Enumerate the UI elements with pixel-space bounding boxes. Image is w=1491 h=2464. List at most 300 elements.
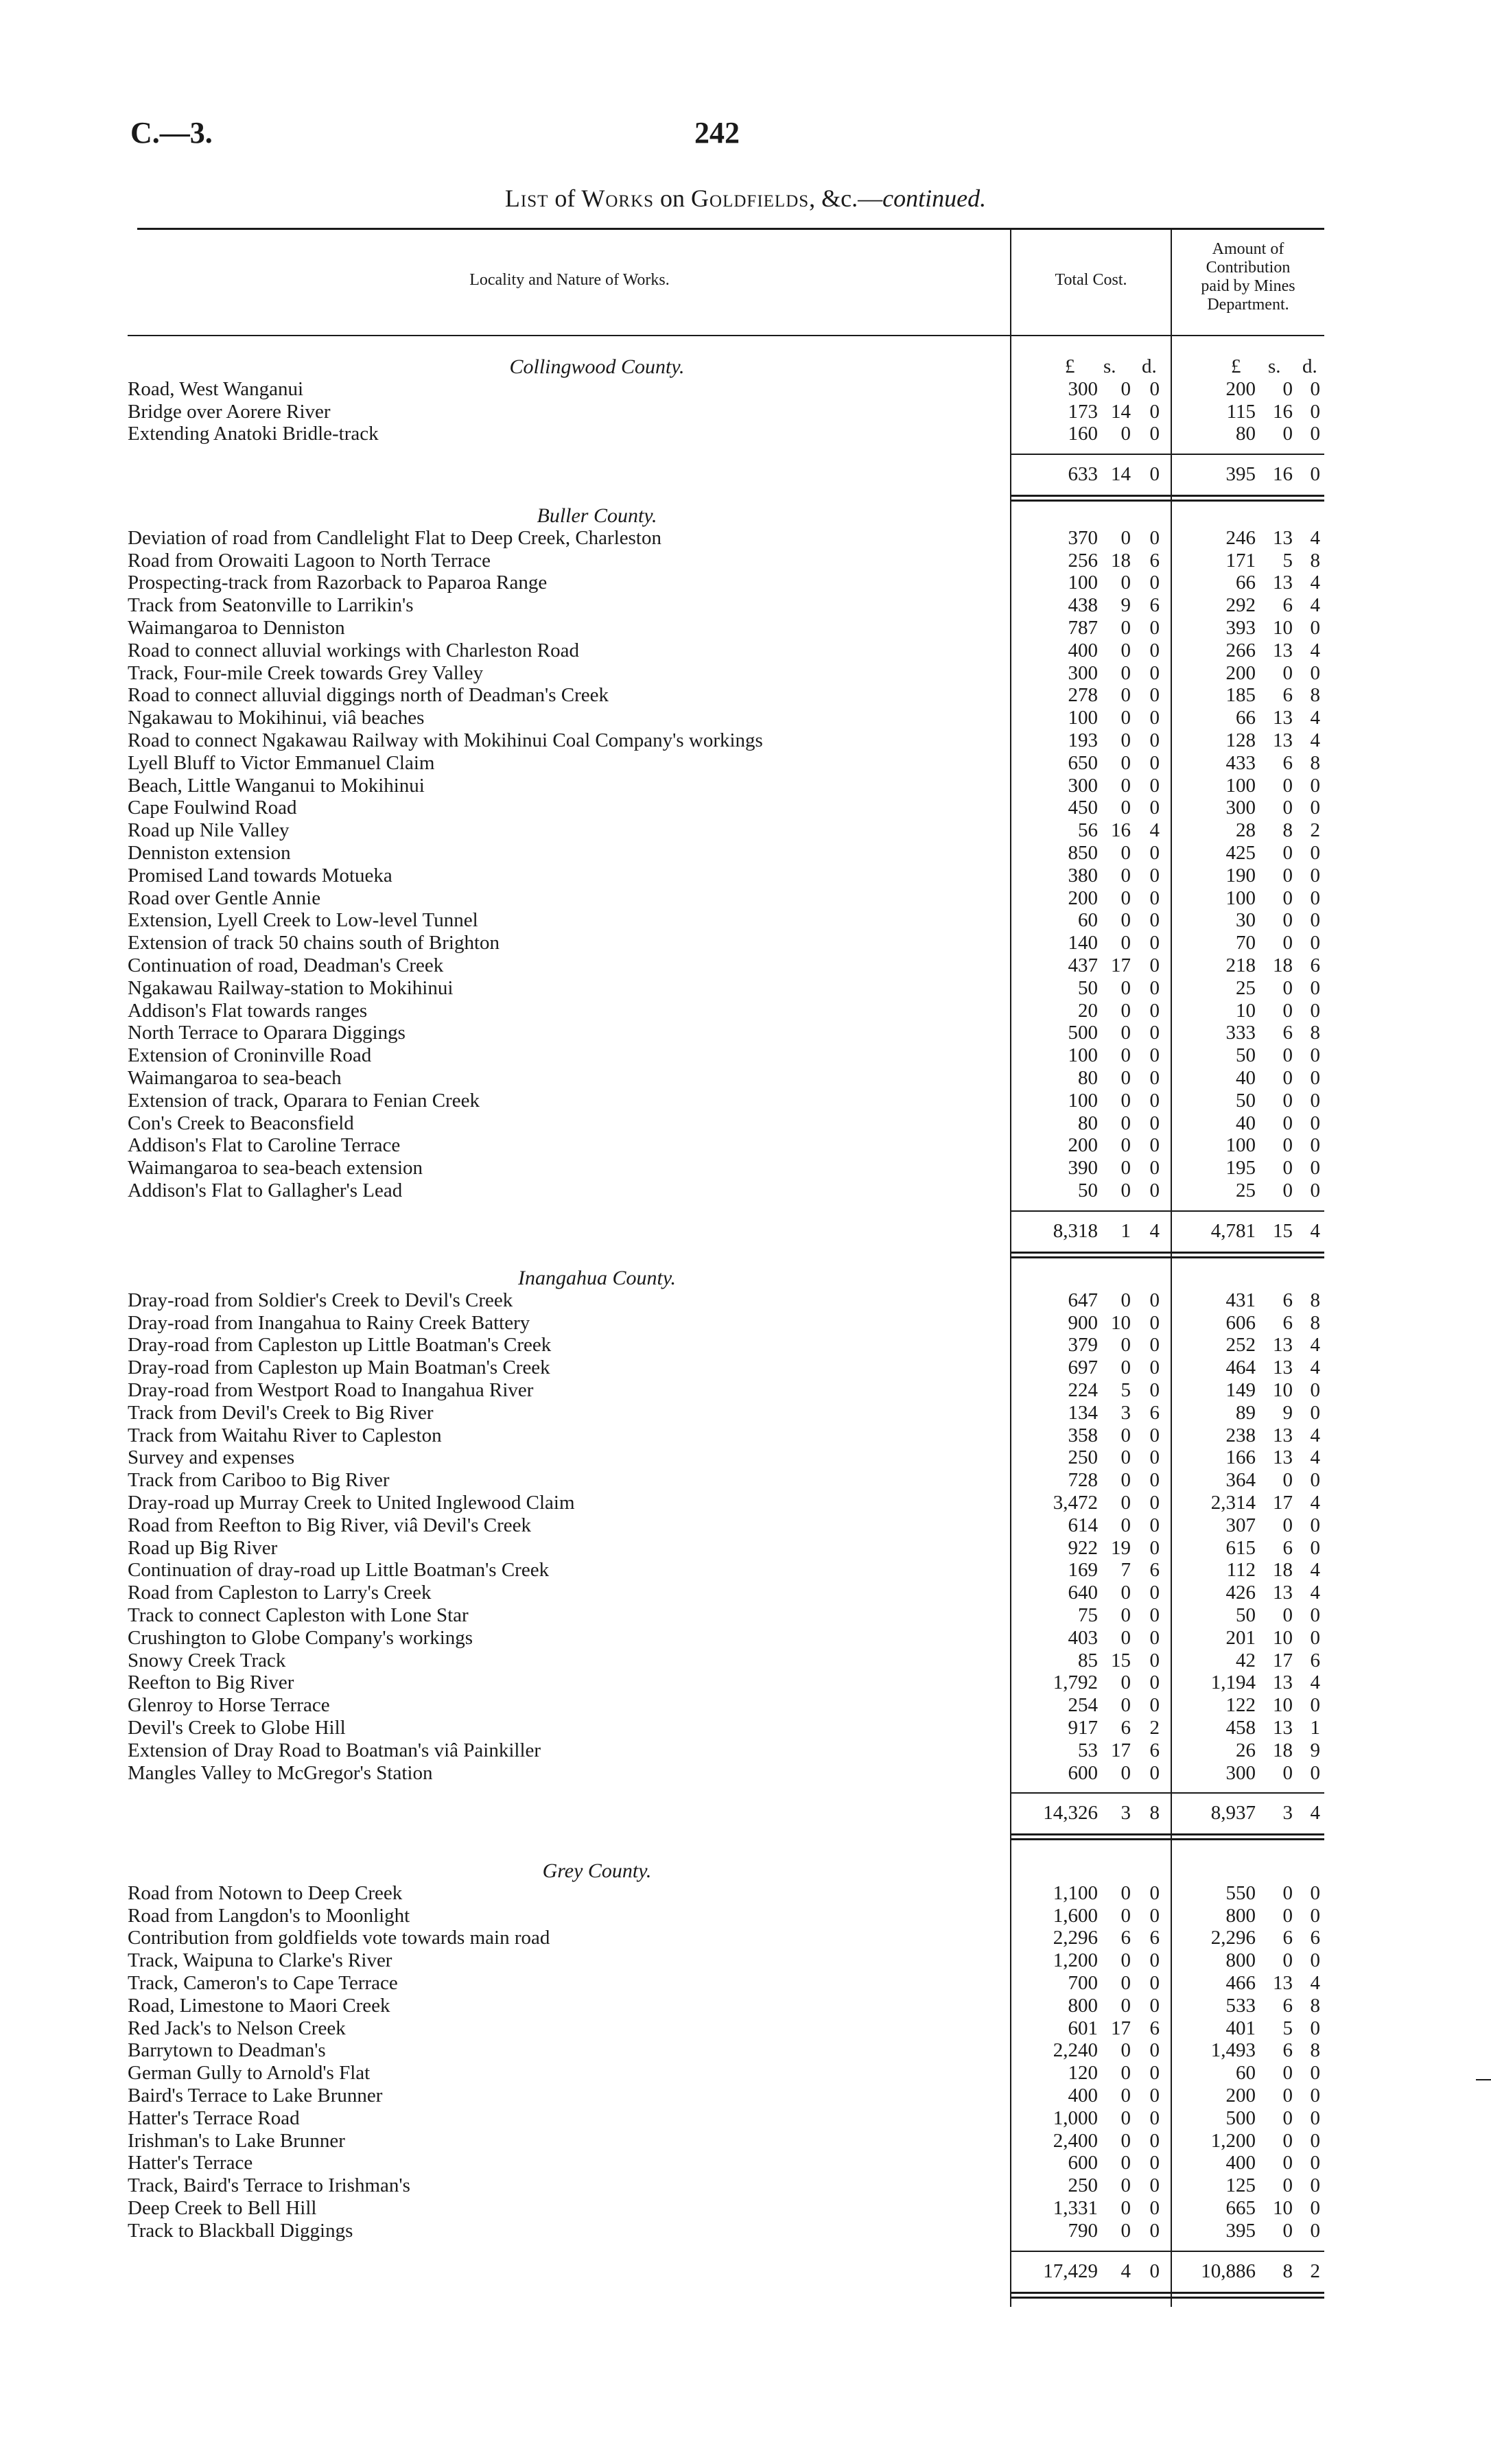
work-name: Track from Waitahu River to Capleston — [128, 1424, 442, 1446]
total-double-rule-contrib — [1172, 1838, 1324, 1840]
cost-pounds: 200 — [1068, 887, 1098, 909]
contribution-pence: 4 — [1310, 1334, 1320, 1356]
cost-pounds: 380 — [1068, 865, 1098, 887]
contribution-pence: 8 — [1310, 684, 1320, 706]
cost-pounds: 300 — [1068, 662, 1098, 684]
cost-pence: 0 — [1149, 527, 1160, 549]
cost-pounds: 75 — [1078, 1604, 1098, 1626]
work-name: Deep Creek to Bell Hill — [128, 2197, 317, 2219]
cost-pence: 0 — [1149, 1044, 1160, 1066]
cost-pence: 2 — [1149, 1717, 1160, 1739]
cost-pounds: 50 — [1078, 977, 1098, 999]
cost-pence: 0 — [1149, 684, 1160, 706]
cost-shillings: 0 — [1120, 775, 1131, 797]
cost-pounds: 173 — [1068, 401, 1098, 423]
contribution-pence: 0 — [1310, 1694, 1320, 1716]
work-name: Crushington to Globe Company's workings — [128, 1627, 473, 1649]
contribution-pounds: 300 — [1225, 1762, 1256, 1784]
total-cost-shillings: 14 — [1111, 463, 1131, 485]
cost-pence: 6 — [1149, 550, 1160, 572]
contribution-pounds: 40 — [1236, 1067, 1256, 1089]
cost-pence: 0 — [1149, 1357, 1160, 1378]
cost-pounds: 438 — [1068, 594, 1098, 616]
total-contribution-shillings: 16 — [1273, 463, 1293, 485]
contribution-pence: 0 — [1310, 1604, 1320, 1626]
work-name: Road from Notown to Deep Creek — [128, 1882, 403, 1904]
cost-pence: 0 — [1149, 1949, 1160, 1971]
cost-shillings: 0 — [1120, 1582, 1131, 1604]
contribution-pounds: 25 — [1236, 977, 1256, 999]
cost-pence: 6 — [1149, 2017, 1160, 2039]
work-name: Lyell Bluff to Victor Emmanuel Claim — [128, 752, 435, 774]
contribution-shillings: 0 — [1282, 2220, 1293, 2242]
cost-shillings: 0 — [1120, 1044, 1131, 1066]
contribution-pence: 4 — [1310, 1559, 1320, 1581]
contribution-pence: 8 — [1310, 2039, 1320, 2061]
contribution-pence: 9 — [1310, 1739, 1320, 1761]
cost-pence: 0 — [1149, 2130, 1160, 2152]
work-name: Extension of Croninville Road — [128, 1044, 372, 1066]
total-double-rule-contrib — [1172, 2297, 1324, 2299]
work-name: Red Jack's to Nelson Creek — [128, 2017, 346, 2039]
cost-pence: 0 — [1149, 1446, 1160, 1468]
contribution-pounds: 1,194 — [1210, 1671, 1256, 1693]
cost-pounds: 650 — [1068, 752, 1098, 774]
cost-pence: 0 — [1149, 1671, 1160, 1693]
cost-shillings: 0 — [1120, 1289, 1131, 1311]
cost-pounds: 1,792 — [1053, 1671, 1098, 1693]
contribution-pence: 0 — [1310, 1112, 1320, 1134]
cost-pounds: 60 — [1078, 909, 1098, 931]
unit-pence-cost: d. — [1142, 355, 1157, 377]
contribution-pounds: 28 — [1236, 819, 1256, 841]
contribution-shillings: 13 — [1273, 640, 1293, 661]
contribution-pounds: 393 — [1225, 617, 1256, 639]
work-name: Deviation of road from Candlelight Flat to Deep Creek, Charleston — [128, 527, 661, 549]
contribution-pounds: 66 — [1236, 707, 1256, 729]
cost-shillings: 0 — [1120, 1067, 1131, 1089]
cost-shillings: 7 — [1120, 1559, 1131, 1581]
work-name: Road from Reefton to Big River, viâ Devil's Creek — [128, 1514, 531, 1536]
contribution-pence: 0 — [1310, 2085, 1320, 2107]
cost-shillings: 0 — [1120, 1000, 1131, 1022]
section-title: Collingwood County. — [509, 355, 685, 378]
contribution-pounds: 252 — [1225, 1334, 1256, 1356]
contribution-pence: 0 — [1310, 1157, 1320, 1179]
work-name: Hatter's Terrace — [128, 2152, 253, 2174]
cost-pence: 0 — [1149, 1492, 1160, 1514]
contribution-pence: 4 — [1310, 1671, 1320, 1693]
contribution-pounds: 70 — [1236, 932, 1256, 954]
contribution-shillings: 13 — [1273, 1582, 1293, 1604]
contribution-pence: 0 — [1310, 617, 1320, 639]
total-contribution-pounds: 10,886 — [1201, 2260, 1256, 2282]
cost-pence: 0 — [1149, 401, 1160, 423]
contribution-shillings: 6 — [1282, 1537, 1293, 1559]
cost-pounds: 278 — [1068, 684, 1098, 706]
contribution-pounds: 292 — [1225, 594, 1256, 616]
cost-pence: 0 — [1149, 1582, 1160, 1604]
contribution-shillings: 6 — [1282, 1289, 1293, 1311]
title-mid1: of — [548, 185, 582, 212]
contribution-pounds: 238 — [1225, 1424, 1256, 1446]
work-name: Continuation of road, Deadman's Creek — [128, 954, 444, 976]
cost-pence: 0 — [1149, 1972, 1160, 1994]
work-name: Snowy Creek Track — [128, 1650, 286, 1671]
cost-pounds: 700 — [1068, 1972, 1098, 1994]
contribution-pounds: 195 — [1225, 1157, 1256, 1179]
contribution-pounds: 200 — [1225, 662, 1256, 684]
total-contribution-pounds: 4,781 — [1210, 1220, 1256, 1242]
total-double-rule-contrib — [1172, 1252, 1324, 1254]
cost-shillings: 0 — [1120, 1090, 1131, 1112]
work-name: Road from Langdon's to Moonlight — [128, 1905, 410, 1927]
total-double-rule-cost — [1011, 495, 1171, 497]
work-name: Baird's Terrace to Lake Brunner — [128, 2085, 383, 2107]
contribution-pounds: 433 — [1225, 752, 1256, 774]
cost-pence: 0 — [1149, 842, 1160, 864]
contribution-pence: 0 — [1310, 1402, 1320, 1424]
contribution-pence: 8 — [1310, 550, 1320, 572]
cost-pounds: 100 — [1068, 1044, 1098, 1066]
contribution-shillings: 0 — [1282, 909, 1293, 931]
cost-shillings: 0 — [1120, 2085, 1131, 2107]
contribution-pence: 4 — [1310, 729, 1320, 751]
contribution-shillings: 0 — [1282, 1514, 1293, 1536]
cost-pounds: 1,331 — [1053, 2197, 1098, 2219]
contribution-pounds: 25 — [1236, 1180, 1256, 1201]
contribution-pounds: 100 — [1225, 887, 1256, 909]
contribution-pounds: 112 — [1226, 1559, 1256, 1581]
contribution-pence: 0 — [1310, 1134, 1320, 1156]
contribution-pounds: 606 — [1225, 1312, 1256, 1334]
contribution-pence: 0 — [1310, 1044, 1320, 1066]
contribution-shillings: 10 — [1273, 2197, 1293, 2219]
cost-shillings: 0 — [1120, 1492, 1131, 1514]
cost-pence: 0 — [1149, 1627, 1160, 1649]
contribution-pence: 4 — [1310, 572, 1320, 594]
contribution-header-line2: Contribution — [1206, 259, 1291, 277]
total-contribution-pence: 2 — [1310, 2260, 1320, 2282]
contribution-pounds: 615 — [1225, 1537, 1256, 1559]
contribution-shillings: 6 — [1282, 2039, 1293, 2061]
cost-pence: 0 — [1149, 1694, 1160, 1716]
contribution-pounds: 60 — [1236, 2062, 1256, 2084]
work-name: Road to connect alluvial diggings north of Deadman's Creek — [128, 684, 609, 706]
contribution-shillings: 0 — [1282, 1090, 1293, 1112]
cost-shillings: 0 — [1120, 2130, 1131, 2152]
contribution-pence: 6 — [1310, 1650, 1320, 1671]
contribution-shillings: 0 — [1282, 1157, 1293, 1179]
cost-shillings: 16 — [1111, 819, 1131, 841]
total-double-rule-cost — [1011, 1838, 1171, 1840]
work-name: Irishman's to Lake Brunner — [128, 2130, 345, 2152]
unit-shillings-cost: s. — [1103, 355, 1116, 377]
cost-shillings: 0 — [1120, 2197, 1131, 2219]
cost-pence: 0 — [1149, 1995, 1160, 2017]
work-name: Dray-road up Murray Creek to United Inglewood Claim — [128, 1492, 575, 1514]
cost-pence: 0 — [1149, 707, 1160, 729]
contribution-shillings: 0 — [1282, 775, 1293, 797]
total-cost-pounds: 14,326 — [1043, 1802, 1098, 1824]
cost-shillings: 9 — [1120, 594, 1131, 616]
cost-pounds: 450 — [1068, 797, 1098, 819]
total-contribution-pounds: 8,937 — [1210, 1802, 1256, 1824]
contribution-pounds: 50 — [1236, 1090, 1256, 1112]
contribution-pounds: 125 — [1225, 2174, 1256, 2196]
contribution-pounds: 458 — [1225, 1717, 1256, 1739]
contribution-pence: 0 — [1310, 662, 1320, 684]
work-name: Road to connect Ngakawau Railway with Mokihinui Coal Company's workings — [128, 729, 763, 751]
contribution-pounds: 26 — [1236, 1739, 1256, 1761]
contribution-shillings: 0 — [1282, 1905, 1293, 1927]
contribution-pounds: 550 — [1225, 1882, 1256, 1904]
cost-pounds: 80 — [1078, 1067, 1098, 1089]
contribution-pence: 0 — [1310, 1762, 1320, 1784]
contribution-pence: 0 — [1310, 1627, 1320, 1649]
total-cost-pence: 0 — [1149, 2260, 1160, 2282]
cost-pounds: 437 — [1068, 954, 1098, 976]
contribution-shillings: 0 — [1282, 1949, 1293, 1971]
cost-pounds: 300 — [1068, 378, 1098, 400]
cost-shillings: 0 — [1120, 797, 1131, 819]
subtotal-rule-contrib — [1172, 2251, 1324, 2252]
cost-pounds: 1,000 — [1053, 2107, 1098, 2129]
contribution-pence: 0 — [1310, 1882, 1320, 1904]
work-name: Glenroy to Horse Terrace — [128, 1694, 330, 1716]
cost-pence: 4 — [1149, 819, 1160, 841]
cost-pounds: 85 — [1078, 1650, 1098, 1671]
contribution-shillings: 0 — [1282, 797, 1293, 819]
cost-pounds: 728 — [1068, 1469, 1098, 1491]
section-title: Grey County. — [542, 1859, 652, 1882]
contribution-shillings: 10 — [1273, 1627, 1293, 1649]
contribution-pence: 4 — [1310, 1492, 1320, 1514]
cost-pounds: 100 — [1068, 1090, 1098, 1112]
cost-pence: 0 — [1149, 572, 1160, 594]
cost-pounds: 200 — [1068, 1134, 1098, 1156]
title-prefix: List — [504, 185, 549, 212]
contribution-shillings: 17 — [1273, 1650, 1293, 1671]
work-name: Road, West Wanganui — [128, 378, 304, 400]
work-name: Track from Seatonville to Larrikin's — [128, 594, 414, 616]
cost-shillings: 0 — [1120, 842, 1131, 864]
contribution-shillings: 0 — [1282, 1000, 1293, 1022]
contribution-pence: 4 — [1310, 527, 1320, 549]
work-name: Dray-road from Inangahua to Rainy Creek Battery — [128, 1312, 530, 1334]
cost-pence: 0 — [1149, 1424, 1160, 1446]
contribution-pounds: 800 — [1225, 1949, 1256, 1971]
title-continued: continued. — [882, 185, 987, 212]
contribution-shillings: 0 — [1282, 1134, 1293, 1156]
contribution-shillings: 13 — [1273, 1446, 1293, 1468]
cost-shillings: 0 — [1120, 1334, 1131, 1356]
cost-pounds: 403 — [1068, 1627, 1098, 1649]
contribution-pence: 0 — [1310, 865, 1320, 887]
contribution-pence: 0 — [1310, 842, 1320, 864]
cost-pence: 0 — [1149, 1090, 1160, 1112]
cost-shillings: 17 — [1111, 1739, 1131, 1761]
contribution-header-line1: Amount of — [1212, 240, 1284, 258]
cost-pence: 0 — [1149, 617, 1160, 639]
cost-pence: 0 — [1149, 797, 1160, 819]
contribution-shillings: 6 — [1282, 1995, 1293, 2017]
contribution-shillings: 0 — [1282, 2130, 1293, 2152]
work-name: Devil's Creek to Globe Hill — [128, 1717, 346, 1739]
contribution-pence: 0 — [1310, 1537, 1320, 1559]
cost-shillings: 0 — [1120, 1357, 1131, 1378]
cost-pounds: 358 — [1068, 1424, 1098, 1446]
cost-pence: 0 — [1149, 378, 1160, 400]
work-name: Track from Devil's Creek to Big River — [128, 1402, 434, 1424]
cost-pence: 0 — [1149, 1312, 1160, 1334]
cost-shillings: 0 — [1120, 2062, 1131, 2084]
total-cost-pounds: 633 — [1068, 463, 1098, 485]
total-contribution-pence: 0 — [1310, 463, 1320, 485]
contribution-shillings: 0 — [1282, 1469, 1293, 1491]
contribution-pence: 0 — [1310, 1067, 1320, 1089]
contribution-header — [1172, 240, 1324, 314]
cost-pence: 0 — [1149, 2107, 1160, 2129]
work-name: Waimangaroa to sea-beach extension — [128, 1157, 423, 1179]
contribution-pounds: 201 — [1225, 1627, 1256, 1649]
page-title — [0, 184, 1491, 213]
contribution-shillings: 13 — [1273, 572, 1293, 594]
work-name: Dray-road from Capleston up Little Boatman's Creek — [128, 1334, 552, 1356]
cost-pence: 0 — [1149, 1180, 1160, 1201]
contribution-pounds: 665 — [1225, 2197, 1256, 2219]
contribution-pounds: 500 — [1225, 2107, 1256, 2129]
cost-shillings: 15 — [1111, 1650, 1131, 1671]
total-double-rule-contrib — [1172, 2292, 1324, 2294]
unit-shillings-contrib: s. — [1268, 355, 1281, 377]
cost-pence: 0 — [1149, 954, 1160, 976]
contribution-shillings: 0 — [1282, 977, 1293, 999]
cost-pounds: 1,100 — [1053, 1882, 1098, 1904]
contribution-pounds: 80 — [1236, 423, 1256, 445]
cost-pounds: 2,400 — [1053, 2130, 1098, 2152]
cost-shillings: 18 — [1111, 550, 1131, 572]
cost-pence: 0 — [1149, 752, 1160, 774]
contribution-pounds: 30 — [1236, 909, 1256, 931]
cost-pence: 0 — [1149, 775, 1160, 797]
cost-shillings: 0 — [1120, 729, 1131, 751]
total-double-rule-contrib — [1172, 1256, 1324, 1258]
contribution-pounds: 1,493 — [1210, 2039, 1256, 2061]
contribution-pounds: 40 — [1236, 1112, 1256, 1134]
cost-pence: 0 — [1149, 977, 1160, 999]
contribution-pounds: 300 — [1225, 797, 1256, 819]
cost-pence: 0 — [1149, 1067, 1160, 1089]
contribution-pounds: 800 — [1225, 1905, 1256, 1927]
work-name: Dray-road from Westport Road to Inangahua River — [128, 1379, 534, 1401]
work-name: Road up Nile Valley — [128, 819, 290, 841]
work-name: Mangles Valley to McGregor's Station — [128, 1762, 433, 1784]
cost-pence: 0 — [1149, 729, 1160, 751]
total-contribution-pence: 4 — [1310, 1802, 1320, 1824]
cost-shillings: 0 — [1120, 1604, 1131, 1626]
contribution-header-line3: paid by Mines — [1201, 277, 1295, 295]
contribution-pence: 6 — [1310, 954, 1320, 976]
contribution-pence: 0 — [1310, 2062, 1320, 2084]
contribution-shillings: 13 — [1273, 1424, 1293, 1446]
contribution-shillings: 18 — [1273, 1559, 1293, 1581]
cost-pounds: 400 — [1068, 2085, 1098, 2107]
cost-pence: 0 — [1149, 2039, 1160, 2061]
work-name: German Gully to Arnold's Flat — [128, 2062, 371, 2084]
work-name: Road over Gentle Annie — [128, 887, 321, 909]
contribution-pence: 0 — [1310, 1180, 1320, 1201]
contribution-pence: 0 — [1310, 1949, 1320, 1971]
cost-shillings: 14 — [1111, 401, 1131, 423]
contribution-pence: 4 — [1310, 594, 1320, 616]
cost-shillings: 0 — [1120, 1157, 1131, 1179]
cost-shillings: 6 — [1120, 1927, 1131, 1949]
work-name: Contribution from goldfields vote towards main road — [128, 1927, 550, 1949]
contribution-pounds: 401 — [1225, 2017, 1256, 2039]
contribution-pence: 0 — [1310, 775, 1320, 797]
total-double-rule-contrib — [1172, 495, 1324, 497]
contribution-shillings: 0 — [1282, 1044, 1293, 1066]
cost-shillings: 0 — [1120, 662, 1131, 684]
contribution-pence: 0 — [1310, 1514, 1320, 1536]
contribution-shillings: 10 — [1273, 617, 1293, 639]
total-cost-header: Total Cost. — [1055, 271, 1127, 289]
contribution-pence: 0 — [1310, 977, 1320, 999]
contribution-shillings: 0 — [1282, 378, 1293, 400]
contribution-shillings: 6 — [1282, 594, 1293, 616]
cost-shillings: 0 — [1120, 2174, 1131, 2196]
work-name: Road up Big River — [128, 1537, 278, 1559]
contribution-shillings: 13 — [1273, 1357, 1293, 1378]
contribution-pounds: 426 — [1225, 1582, 1256, 1604]
cost-pounds: 100 — [1068, 572, 1098, 594]
cost-shillings: 0 — [1120, 865, 1131, 887]
contribution-shillings: 0 — [1282, 1180, 1293, 1201]
contribution-pounds: 218 — [1225, 954, 1256, 976]
contribution-shillings: 13 — [1273, 527, 1293, 549]
contribution-pounds: 425 — [1225, 842, 1256, 864]
cost-shillings: 0 — [1120, 527, 1131, 549]
cost-shillings: 0 — [1120, 423, 1131, 445]
contribution-pounds: 100 — [1225, 1134, 1256, 1156]
contribution-shillings: 6 — [1282, 1312, 1293, 1334]
contribution-pounds: 185 — [1225, 684, 1256, 706]
cost-pence: 6 — [1149, 1927, 1160, 1949]
contribution-shillings: 0 — [1282, 932, 1293, 954]
work-name: Bridge over Aorere River — [128, 401, 331, 423]
work-name: Track to connect Capleston with Lone Star — [128, 1604, 469, 1626]
work-name: Track from Cariboo to Big River — [128, 1469, 390, 1491]
work-name: Waimangaroa to sea-beach — [128, 1067, 342, 1089]
contribution-shillings: 0 — [1282, 887, 1293, 909]
margin-mark — [1476, 2079, 1491, 2080]
contribution-shillings: 0 — [1282, 1112, 1293, 1134]
subtotal-rule-cost — [1011, 2251, 1171, 2252]
contribution-pence: 8 — [1310, 1312, 1320, 1334]
contribution-pence: 0 — [1310, 797, 1320, 819]
cost-shillings: 3 — [1120, 1402, 1131, 1424]
cost-pounds: 53 — [1078, 1739, 1098, 1761]
cost-shillings: 0 — [1120, 1995, 1131, 2017]
contribution-shillings: 18 — [1273, 1739, 1293, 1761]
contribution-shillings: 13 — [1273, 1717, 1293, 1739]
cost-shillings: 17 — [1111, 2017, 1131, 2039]
cost-pounds: 614 — [1068, 1514, 1098, 1536]
cost-pounds: 56 — [1078, 819, 1098, 841]
contribution-pence: 0 — [1310, 1379, 1320, 1401]
cost-pence: 0 — [1149, 1537, 1160, 1559]
